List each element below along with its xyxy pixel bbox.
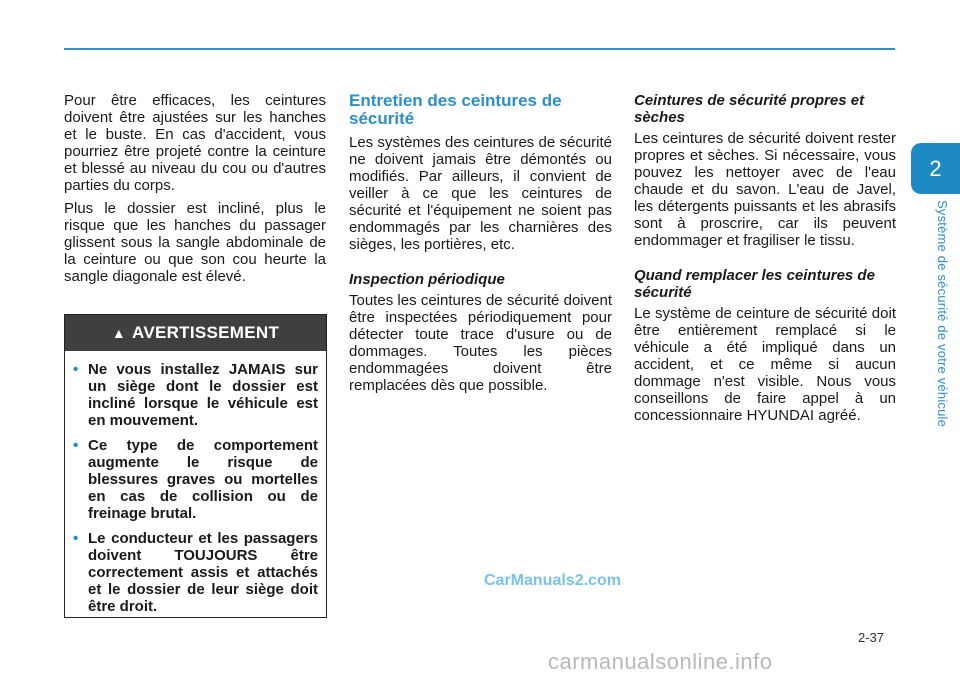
- warning-item: [73, 361, 318, 429]
- subsection-title: Quand remplacer les ceintures de sécurité: [634, 267, 875, 301]
- paragraph: Les systèmes des ceintures de sécurité ne doivent jamais être démontés ou modifiés. Par ailleurs, il convient de veiller à ce que les ceintures de sécurité et l'équipement ne soient pas endommagés par les charnières des sièges, les portières, etc.: [349, 134, 612, 253]
- warning-item-text: Le conducteur et les passagers doivent TOUJOURS être correctement assis et attachés et le dossier de leur siège doit être droit.: [88, 530, 318, 615]
- warning-item: [73, 437, 318, 522]
- warning-triangle-icon: ▲: [111, 325, 126, 341]
- column-right: [634, 92, 896, 430]
- warning-heading: AVERTISSEMENT: [132, 323, 280, 342]
- paragraph: Le système de ceinture de sécurité doit être entièrement remplacé si le véhicule a été impliqué dans un accident, et ce même si aucun dommage n'est visible. Nous vous conseillons de faire appel à un concessionnaire HYUNDAI agréé.: [634, 305, 896, 424]
- bullet-icon: •: [73, 361, 79, 378]
- chapter-title: Système de sécurité de votre véhicule: [935, 200, 950, 428]
- paragraph: Toutes les ceintures de sécurité doivent être inspectées périodiquement pour détecter toute trace d'usure ou de dommages. Toutes les pièces endommagées doivent être remplacées dès que possible.: [349, 292, 612, 394]
- paragraph: Plus le dossier est incliné, plus le risque que les hanches du passager glissent sous la sangle abdominale de la ceinture ou que son cou heurte la sangle diagonale est élevé.: [64, 200, 326, 285]
- chapter-number: 2: [929, 155, 942, 181]
- warning-header: [65, 315, 326, 351]
- column-left: [64, 92, 326, 291]
- subsection-title: Inspection périodique: [349, 271, 505, 288]
- bullet-icon: •: [73, 530, 79, 547]
- paragraph: Les ceintures de sécurité doivent rester propres et sèches. Si nécessaire, vous pouvez les nettoyer avec de l'eau chaude et du savon. L'eau de Javel, les détergents puissants et les abrasifs sont à proscrire, car ils peuvent endommager et fragiliser le tissu.: [634, 130, 896, 249]
- header-rule: [64, 48, 895, 50]
- watermark-footer: carmanualsonline.info: [548, 649, 773, 674]
- warning-item-text: Ne vous installez JAMAIS sur un siège dont le dossier est incliné lorsque le véhicule est en mouvement.: [88, 361, 318, 429]
- warning-item: [73, 530, 318, 615]
- chapter-tab: [911, 143, 960, 194]
- paragraph: Pour être efficaces, les ceintures doivent être ajustées sur les hanches et le buste. En cas d'accident, vous pourriez être projeté contre la ceinture et blessé au niveau du cou ou d'autres parties du corps.: [64, 92, 326, 194]
- page-number: 2-37: [858, 630, 885, 645]
- section-heading: Entretien des ceintures de sécurité: [349, 91, 562, 128]
- bullet-icon: •: [73, 437, 79, 454]
- column-middle: [349, 92, 612, 400]
- warning-box: [64, 314, 327, 618]
- subsection-title: Ceintures de sécurité propres et sèches: [634, 92, 865, 126]
- watermark-logo: CarManuals2.com: [484, 572, 621, 589]
- warning-item-text: Ce type de comportement augmente le risque de blessures graves ou mortelles en cas de collision ou de freinage brutal.: [88, 437, 318, 522]
- warning-list: [65, 351, 326, 615]
